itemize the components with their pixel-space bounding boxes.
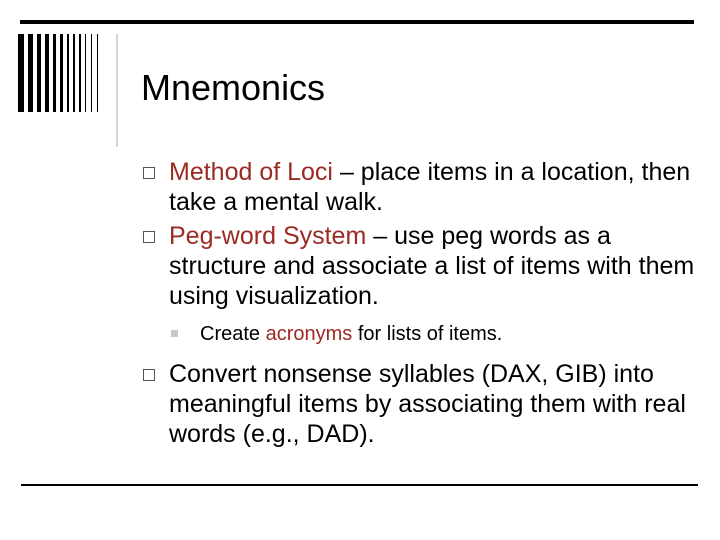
bullet-item	[143, 359, 703, 449]
decor-bar	[45, 34, 49, 112]
sub-bullet-text-before: Create	[200, 323, 266, 345]
bullet-highlight: Method of Loci	[169, 158, 333, 186]
decor-bar	[85, 34, 86, 112]
decor-bar	[60, 34, 63, 112]
bullet-item	[143, 157, 703, 217]
bullet-highlight: Peg-word System	[169, 222, 367, 250]
decor-bar	[73, 34, 75, 112]
filled-square-bullet-icon	[171, 330, 178, 337]
slide-body	[143, 157, 703, 453]
title-divider	[116, 34, 118, 147]
decor-bar	[37, 34, 41, 112]
decor-bar	[79, 34, 81, 112]
sub-bullet-highlight: acronyms	[265, 323, 353, 345]
bullet-text: – place items in a location, then take a mental walk.	[169, 158, 691, 216]
bottom-rule	[21, 484, 698, 486]
bullet-text: – use peg words as a structure and associate a list of items with them using visualization.	[169, 222, 695, 310]
decor-bar	[91, 34, 92, 112]
top-rule	[20, 20, 694, 24]
decor-bar	[97, 34, 98, 112]
sub-bullet-text-after: for lists of items.	[352, 323, 503, 345]
hollow-square-bullet-icon	[143, 369, 155, 381]
decor-bar	[28, 34, 33, 112]
hollow-square-bullet-icon	[143, 167, 155, 179]
decor-bar	[67, 34, 69, 112]
bullet-text: Convert nonsense syllables (DAX, GIB) into meaningful items by associating them with real words (e.g., DAD).	[169, 360, 686, 448]
sub-bullet-item	[143, 321, 703, 347]
decor-bar	[18, 34, 24, 112]
hollow-square-bullet-icon	[143, 231, 155, 243]
slide-title: Mnemonics	[141, 67, 326, 108]
bullet-item	[143, 221, 703, 311]
decor-bar	[53, 34, 56, 112]
